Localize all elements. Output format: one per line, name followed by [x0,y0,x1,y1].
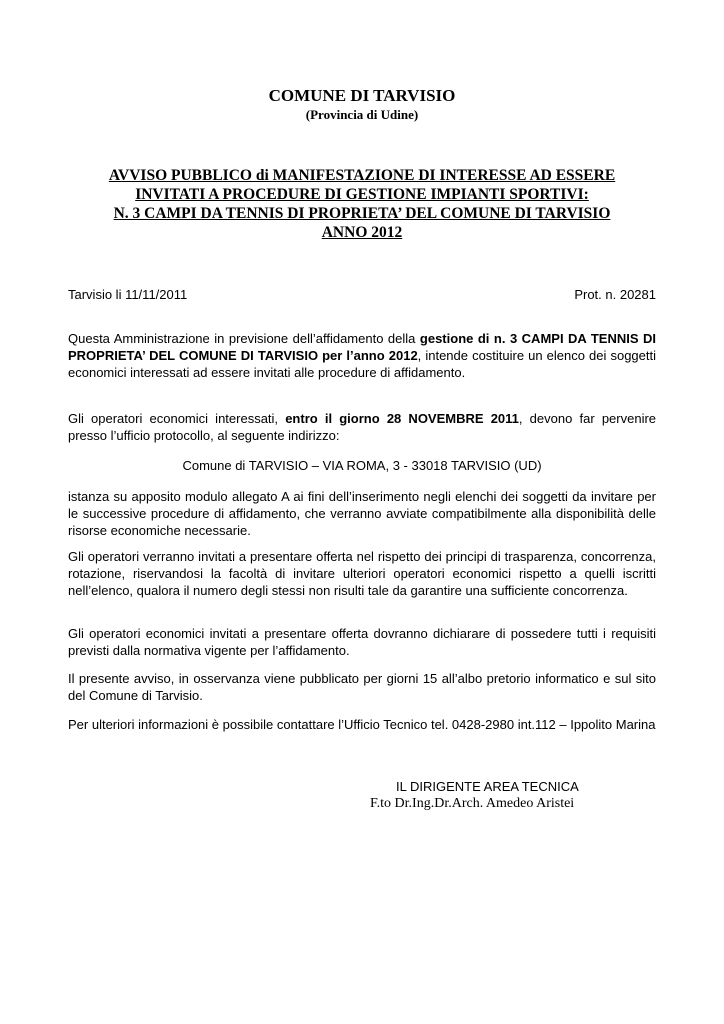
paragraph-operators: Gli operatori verranno invitati a presentare offerta nel rispetto dei principi di trasparenza, concorrenza, rotazione, riservandosi la facoltà di invitare ulteriori operatori economici rispetto a quelli iscritti nell’elenco, qualora il numero degli stessi non risulti tale da garantire una sufficiente concorrenza. [68,549,656,598]
paragraph-deadline-bold: entro il giorno 28 NOVEMBRE 2011 [285,411,519,426]
paragraph-publication: Il presente avviso, in osservanza viene pubblicato per giorni 15 all’albo pretorio informatico e sul sito del Comune di Tarvisio. [68,671,656,703]
municipality-title: COMUNE DI TARVISIO [268,86,456,105]
signature-name: F.to Dr.Ing.Dr.Arch. Amedeo Aristei [370,796,575,811]
paragraph-requirements: Gli operatori economici invitati a presentare offerta dovranno dichiarare di possedere tutti i requisiti previsti dalla normativa vigente per l’affidamento. [68,626,656,658]
paragraph-deadline [68,410,656,444]
paragraph-intro-text-a: Questa Amministrazione in previsione dell’affidamento della [68,331,420,346]
notice-heading-line-1: AVVISO PUBBLICO di MANIFESTAZIONE DI INTERESSE AD ESSERE [108,167,616,184]
notice-heading [0,166,724,242]
protocol-number: Prot. n. 20281 [574,287,656,302]
paragraph-intro [68,330,656,381]
paragraph-intro-bold: gestione di n. 3 CAMPI DA TENNIS DI PROPRIETA’ DEL COMUNE DI TARVISIO per l’anno 2012 [68,331,656,363]
dateline [68,287,656,302]
paragraph-deadline-text-a: Gli operatori economici interessati, [68,411,286,426]
signature-role: IL DIRIGENTE AREA TECNICA [396,779,579,794]
notice-heading-line-2: INVITATI A PROCEDURE DI GESTIONE IMPIANTI SPORTIVI: [135,186,589,203]
address-line: Comune di TARVISIO – VIA ROMA, 3 - 33018 TARVISIO (UD) [182,458,542,473]
notice-heading-line-4: ANNO 2012 [321,224,403,241]
paragraph-deadline-text-c: , devono far pervenire presso l’ufficio protocollo, al seguente indirizzo: [68,411,657,443]
place-date: Tarvisio li 11/11/2011 [68,287,188,302]
paragraph-instance: istanza su apposito modulo allegato A ai fini dell’inserimento negli elenchi dei soggetti da invitare per le successive procedure di affidamento, che verranno avviate compatibilmente alla disponibilità delle risorse economiche necessarie. [68,489,656,538]
paragraph-contact: Per ulteriori informazioni è possibile contattare l’Ufficio Tecnico tel. 0428-2980 int.112 – Ippolito Marina [68,717,656,732]
paragraph-intro-text-c: , intende costituire un elenco dei soggetti economici interessati ad essere invitati alle procedure di affidamento. [68,348,656,380]
province-subtitle: (Provincia di Udine) [305,107,419,122]
notice-heading-line-3: N. 3 CAMPI DA TENNIS DI PROPRIETA’ DEL COMUNE DI TARVISIO [113,205,611,222]
